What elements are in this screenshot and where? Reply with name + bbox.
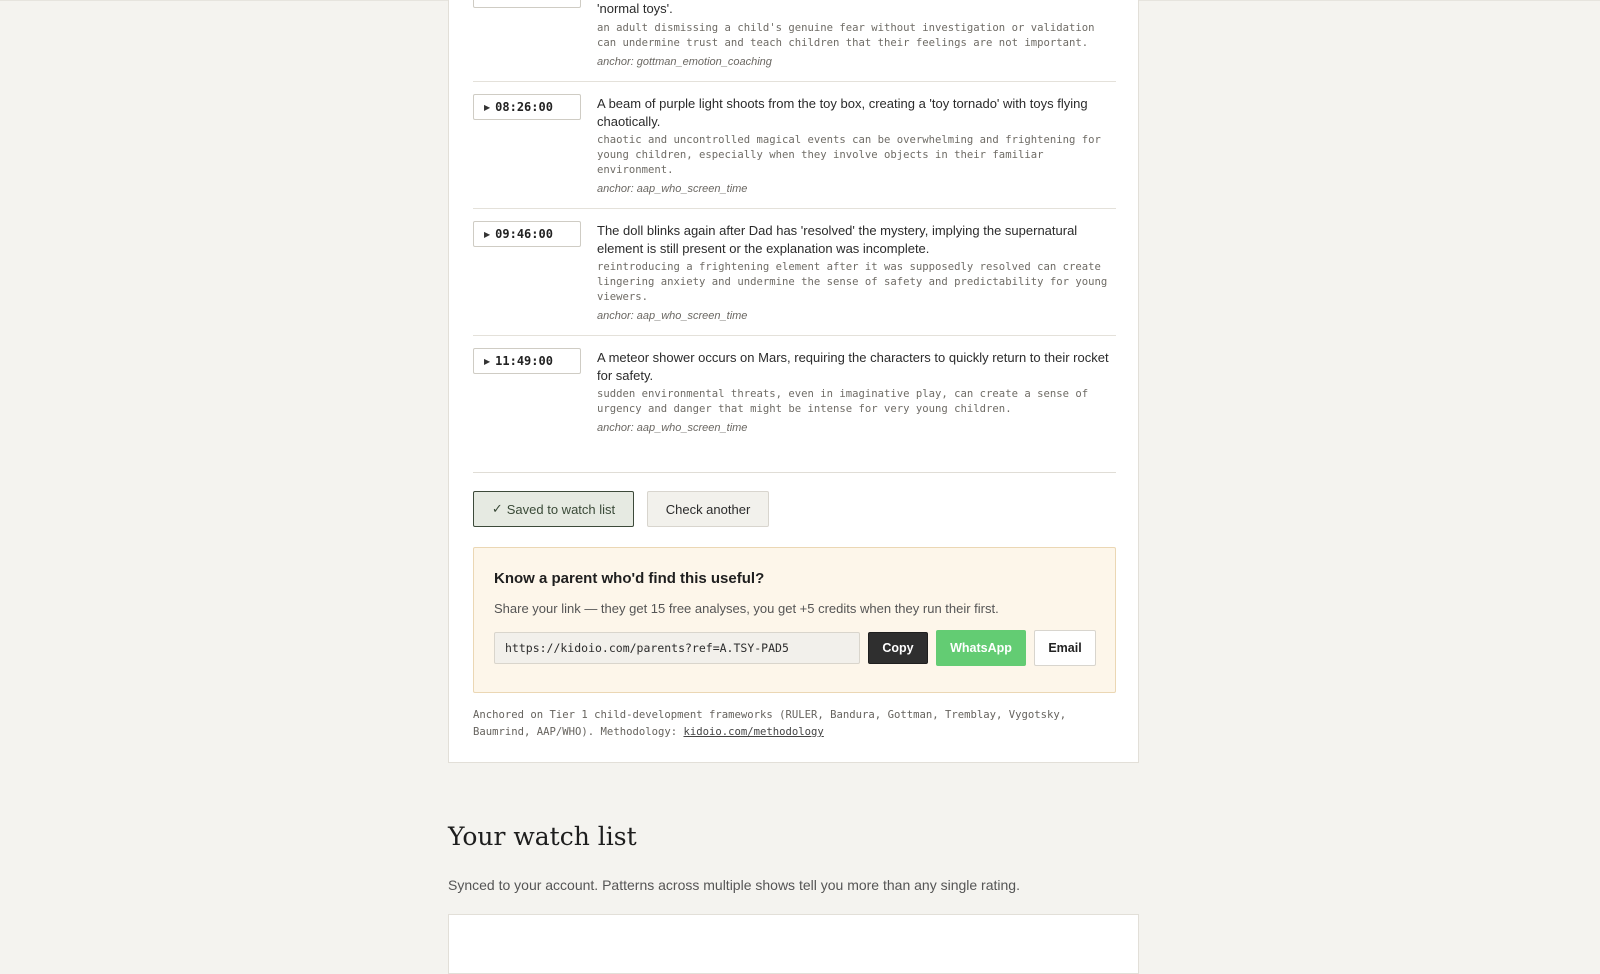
moment-reason: sudden environmental threats, even in imaginative play, can create a sense of urgency and danger that might be intense for very young children. — [597, 388, 1089, 415]
moment-anchor: anchor: gottman_emotion_coaching — [597, 56, 772, 68]
moment-anchor: anchor: aap_who_screen_time — [597, 422, 748, 434]
moment-description: A beam of purple light shoots from the toy box, creating a 'toy tornado' with toys flying chaotically. — [597, 96, 1088, 129]
analysis-card — [448, 0, 1139, 763]
footnote-text: Anchored on Tier 1 child-development frameworks (RULER, Bandura, Gottman, Tremblay, Vygotsky, Baumrind, AAP/WHO). Methodology: — [473, 709, 1067, 738]
timestamp-label: 08:26:00 — [495, 100, 553, 114]
moment-description: 'normal toys'. — [597, 1, 673, 16]
moment-reason: reintroducing a frightening element after it was supposedly resolved can create lingering anxiety and undermine the sense of safety and predictability for young viewers. — [597, 261, 1108, 303]
referral-title: Know a parent who'd find this useful? — [494, 570, 765, 587]
divider — [473, 335, 1116, 336]
saved-to-watch-list-button[interactable] — [473, 491, 634, 527]
divider — [473, 472, 1116, 473]
referral-panel — [473, 547, 1116, 693]
moment-anchor: anchor: aap_who_screen_time — [597, 183, 748, 195]
play-icon: ▶ — [484, 356, 491, 366]
methodology-link[interactable]: kidoio.com/methodology — [683, 726, 824, 738]
timestamp-label: 11:49:00 — [495, 354, 553, 368]
watch-list-title: Your watch list — [448, 822, 637, 851]
referral-link-input[interactable] — [494, 632, 860, 664]
referral-subtitle: Share your link — they get 15 free analyses, you get +5 credits when they run their first. — [494, 601, 999, 616]
divider — [473, 208, 1116, 209]
watch-list-subtitle: Synced to your account. Patterns across multiple shows tell you more than any single rating. — [448, 877, 1020, 893]
timestamp-button[interactable] — [473, 94, 581, 120]
timestamp-button[interactable] — [473, 221, 581, 247]
moment-description: The doll blinks again after Dad has 'resolved' the mystery, implying the supernatural element is still present or the explanation was incomplete. — [597, 223, 1078, 256]
timestamp-button[interactable] — [473, 0, 581, 8]
email-share-button[interactable]: Email — [1034, 630, 1096, 666]
check-icon: ✓ — [491, 501, 503, 516]
timestamp-button[interactable] — [473, 348, 581, 374]
moment-reason: chaotic and uncontrolled magical events can be overwhelming and frightening for young children, especially when they involve objects in their familiar environment. — [597, 134, 1101, 176]
moment-reason: an adult dismissing a child's genuine fear without investigation or validation can undermine trust and teach children that their feelings are not important. — [597, 22, 1095, 49]
timestamp-label: 09:46:00 — [495, 227, 553, 241]
copy-button[interactable]: Copy — [868, 632, 928, 664]
play-icon: ▶ — [484, 229, 491, 239]
methodology-footnote — [473, 707, 1113, 741]
moment-description: A meteor shower occurs on Mars, requiring the characters to quickly return to their rocket for safety. — [597, 350, 1109, 383]
saved-label: Saved to watch list — [506, 501, 616, 517]
whatsapp-share-button[interactable]: WhatsApp — [936, 630, 1026, 666]
check-another-button[interactable]: Check another — [647, 491, 769, 527]
moment-anchor: anchor: aap_who_screen_time — [597, 310, 748, 322]
divider — [473, 81, 1116, 82]
watch-list-card — [448, 914, 1139, 974]
play-icon: ▶ — [484, 102, 491, 112]
